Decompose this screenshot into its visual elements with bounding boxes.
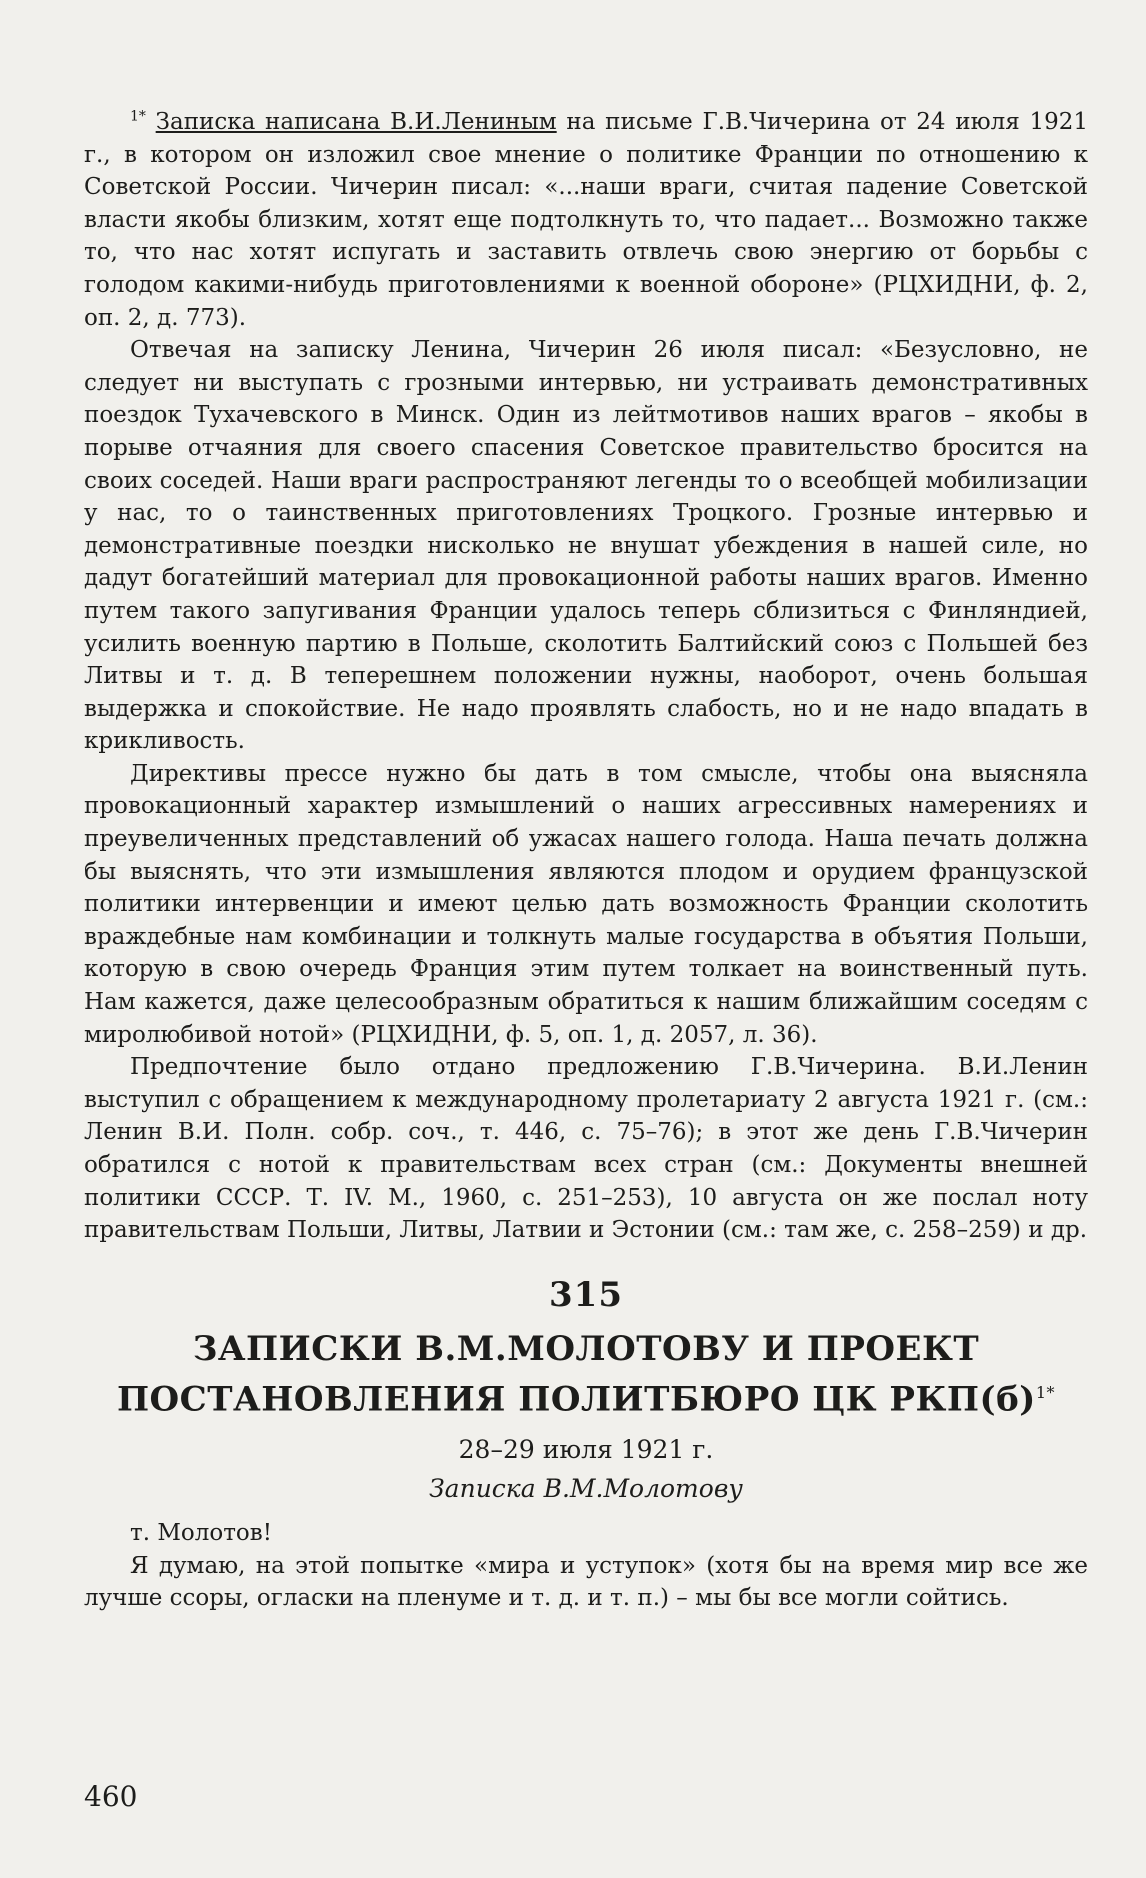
footnote-paragraph-1 (84, 106, 1088, 334)
footnote-marker: 1* (130, 108, 146, 125)
document-title-line-2: ПОСТАНОВЛЕНИЯ ПОЛИТБЮРО ЦК РКП(б) (116, 1379, 1036, 1420)
footnote-paragraph-1-text: на письме Г.В.Чичерина от 24 июля 1921 г., в котором он изложил свое мнение о политике Франции по отношению к Советской России. Чичерин писал: «...наши враги, считая падение Советской власти якобы близким, хотят еще подтолкнуть то, что падает... Возможно также то, что нас хотят испугать и заставить отвлечь свою энергию от борьбы с голодом какими-нибудь приготовлениями к военной обороне» (РЦХИДНИ, ф. 2, оп. 2, д. 773). (84, 109, 1088, 331)
document-number: 315 (549, 1274, 623, 1315)
footnote (84, 106, 1088, 1247)
document-title (84, 1327, 1088, 1421)
document-subtitle: Записка В.М.Молотову (429, 1474, 743, 1504)
footnote-paragraph-2: Отвечая на записку Ленина, Чичерин 26 июля писал: «Безусловно, не следует ни выступать с грозными интервью, ни устраивать демонстративных поездок Тухачевского в Минск. Один из лейтмотивов наших врагов – якобы в порыве отчаяния для своего спасения Советское правительство бросится на своих соседей. Наши враги распространяют легенды то о всеобщей мобилизации у нас, то о таинственных приготовлениях Троцкого. Грозные интервью и демонстративные поездки нисколько не внушат убеждения в нашей силе, но дадут богатейший материал для провокационной работы наших врагов. Именно путем такого запугивания Франции удалось теперь сблизиться с Финляндией, усилить военную партию в Польше, сколотить Балтийский союз с Польшей без Литвы и т. д. В теперешнем положении нужны, наоборот, очень большая выдержка и спокойствие. Не надо проявлять слабость, но и не надо впадать в крикливость. (84, 337, 1088, 755)
document-title-marker: 1* (1035, 1382, 1056, 1402)
footnote-paragraph-4: Предпочтение было отдано предложению Г.В.Чичерина. В.И.Ленин выступил с обращением к международному пролетариату 2 августа 1921 г. (см.: Ленин В.И. Полн. собр. соч., т. 446, с. 75–76); в этот же день Г.В.Чичерин обратился с нотой к правительствам всех стран (см.: Документы внешней политики СССР. Т. IV. М., 1960, с. 251–253), 10 августа он же послал ноту правительствам Польши, Литвы, Латвии и Эстонии (см.: там же, с. 258–259) и др. (84, 1054, 1088, 1244)
body-paragraph: Я думаю, на этой попытке «мира и уступок» (хотя бы на время мир все же лучше ссоры, огласки на пленуме и т. д. и т. п.) – мы бы все могли сойтись. (84, 1552, 1088, 1612)
footnote-paragraph-3: Директивы прессе нужно бы дать в том смысле, чтобы она выясняла провокационный характер измышлений о наших агрессивных намерениях и преувеличенных представлений об ужасах нашего голода. Наша печать должна бы выяснять, что эти измышления являются плодом и орудием французской политики интервенции и имеют целью дать возможность Франции сколотить враждебные нам комбинации и толкнуть малые государства в объятия Польши, которую в свою очередь Франция этим путем толкает на воинственный путь. Нам кажется, даже целесообразным обратиться к нашим ближайшим соседям с миролюбивой нотой» (РЦХИДНИ, ф. 5, оп. 1, д. 2057, л. 36). (84, 760, 1088, 1048)
document-date: 28–29 июля 1921 г. (458, 1435, 714, 1465)
document-title-line-1: ЗАПИСКИ В.М.МОЛОТОВУ И ПРОЕКТ (192, 1328, 980, 1369)
footnote-underlined-phrase: Записка написана В.И.Лениным (155, 109, 557, 135)
document-body (84, 1517, 1088, 1615)
salutation: т. Молотов! (130, 1520, 272, 1547)
page-number: 460 (84, 1780, 138, 1813)
